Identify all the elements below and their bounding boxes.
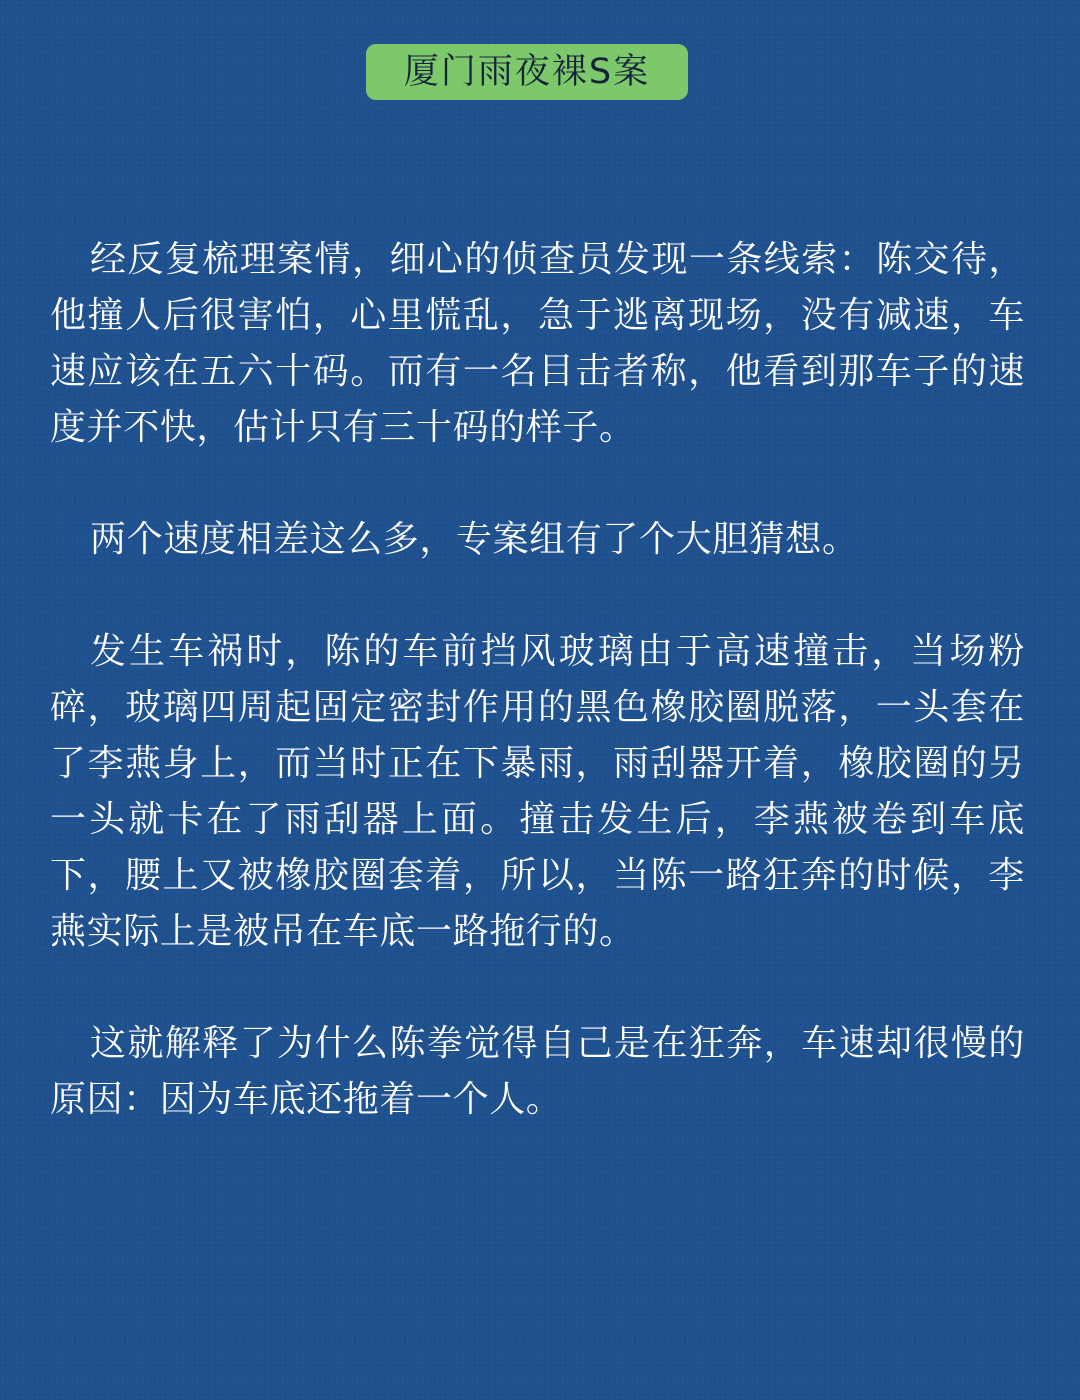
paragraph-explanation: 这就解释了为什么陈拳觉得自己是在狂奔，车速却很慢的原因：因为车底还拖着一个人。 [50, 1023, 1025, 1120]
paragraph-clue: 经反复梳理案情，细心的侦查员发现一条线索：陈交待，他撞人后很害怕，心里慌乱，急于逃离现场，没有减速，车速应该在五六十码。而有一名目击者称，他看到那车子的速度并不快，估计只有三十码的样子。 [50, 239, 1025, 448]
paragraph-accident: 发生车祸时，陈的车前挡风玻璃由于高速撞击，当场粉碎，玻璃四周起固定密封作用的黑色橡胶圈脱落，一头套在了李燕身上，而当时正在下暴雨，雨刮器开着，橡胶圈的另一头就卡在了雨刮器上面。撞击发生后，李燕被卷到车底下，腰上又被橡胶圈套着，所以，当陈一路狂奔的时候，李燕实际上是被吊在车底一路拖行的。 [50, 631, 1025, 952]
paragraph-hypothesis: 两个速度相差这么多，专案组有了个大胆猜想。 [90, 519, 859, 560]
title-badge: 厦门雨夜裸S案 [366, 44, 688, 100]
article-body [50, 232, 1025, 1184]
